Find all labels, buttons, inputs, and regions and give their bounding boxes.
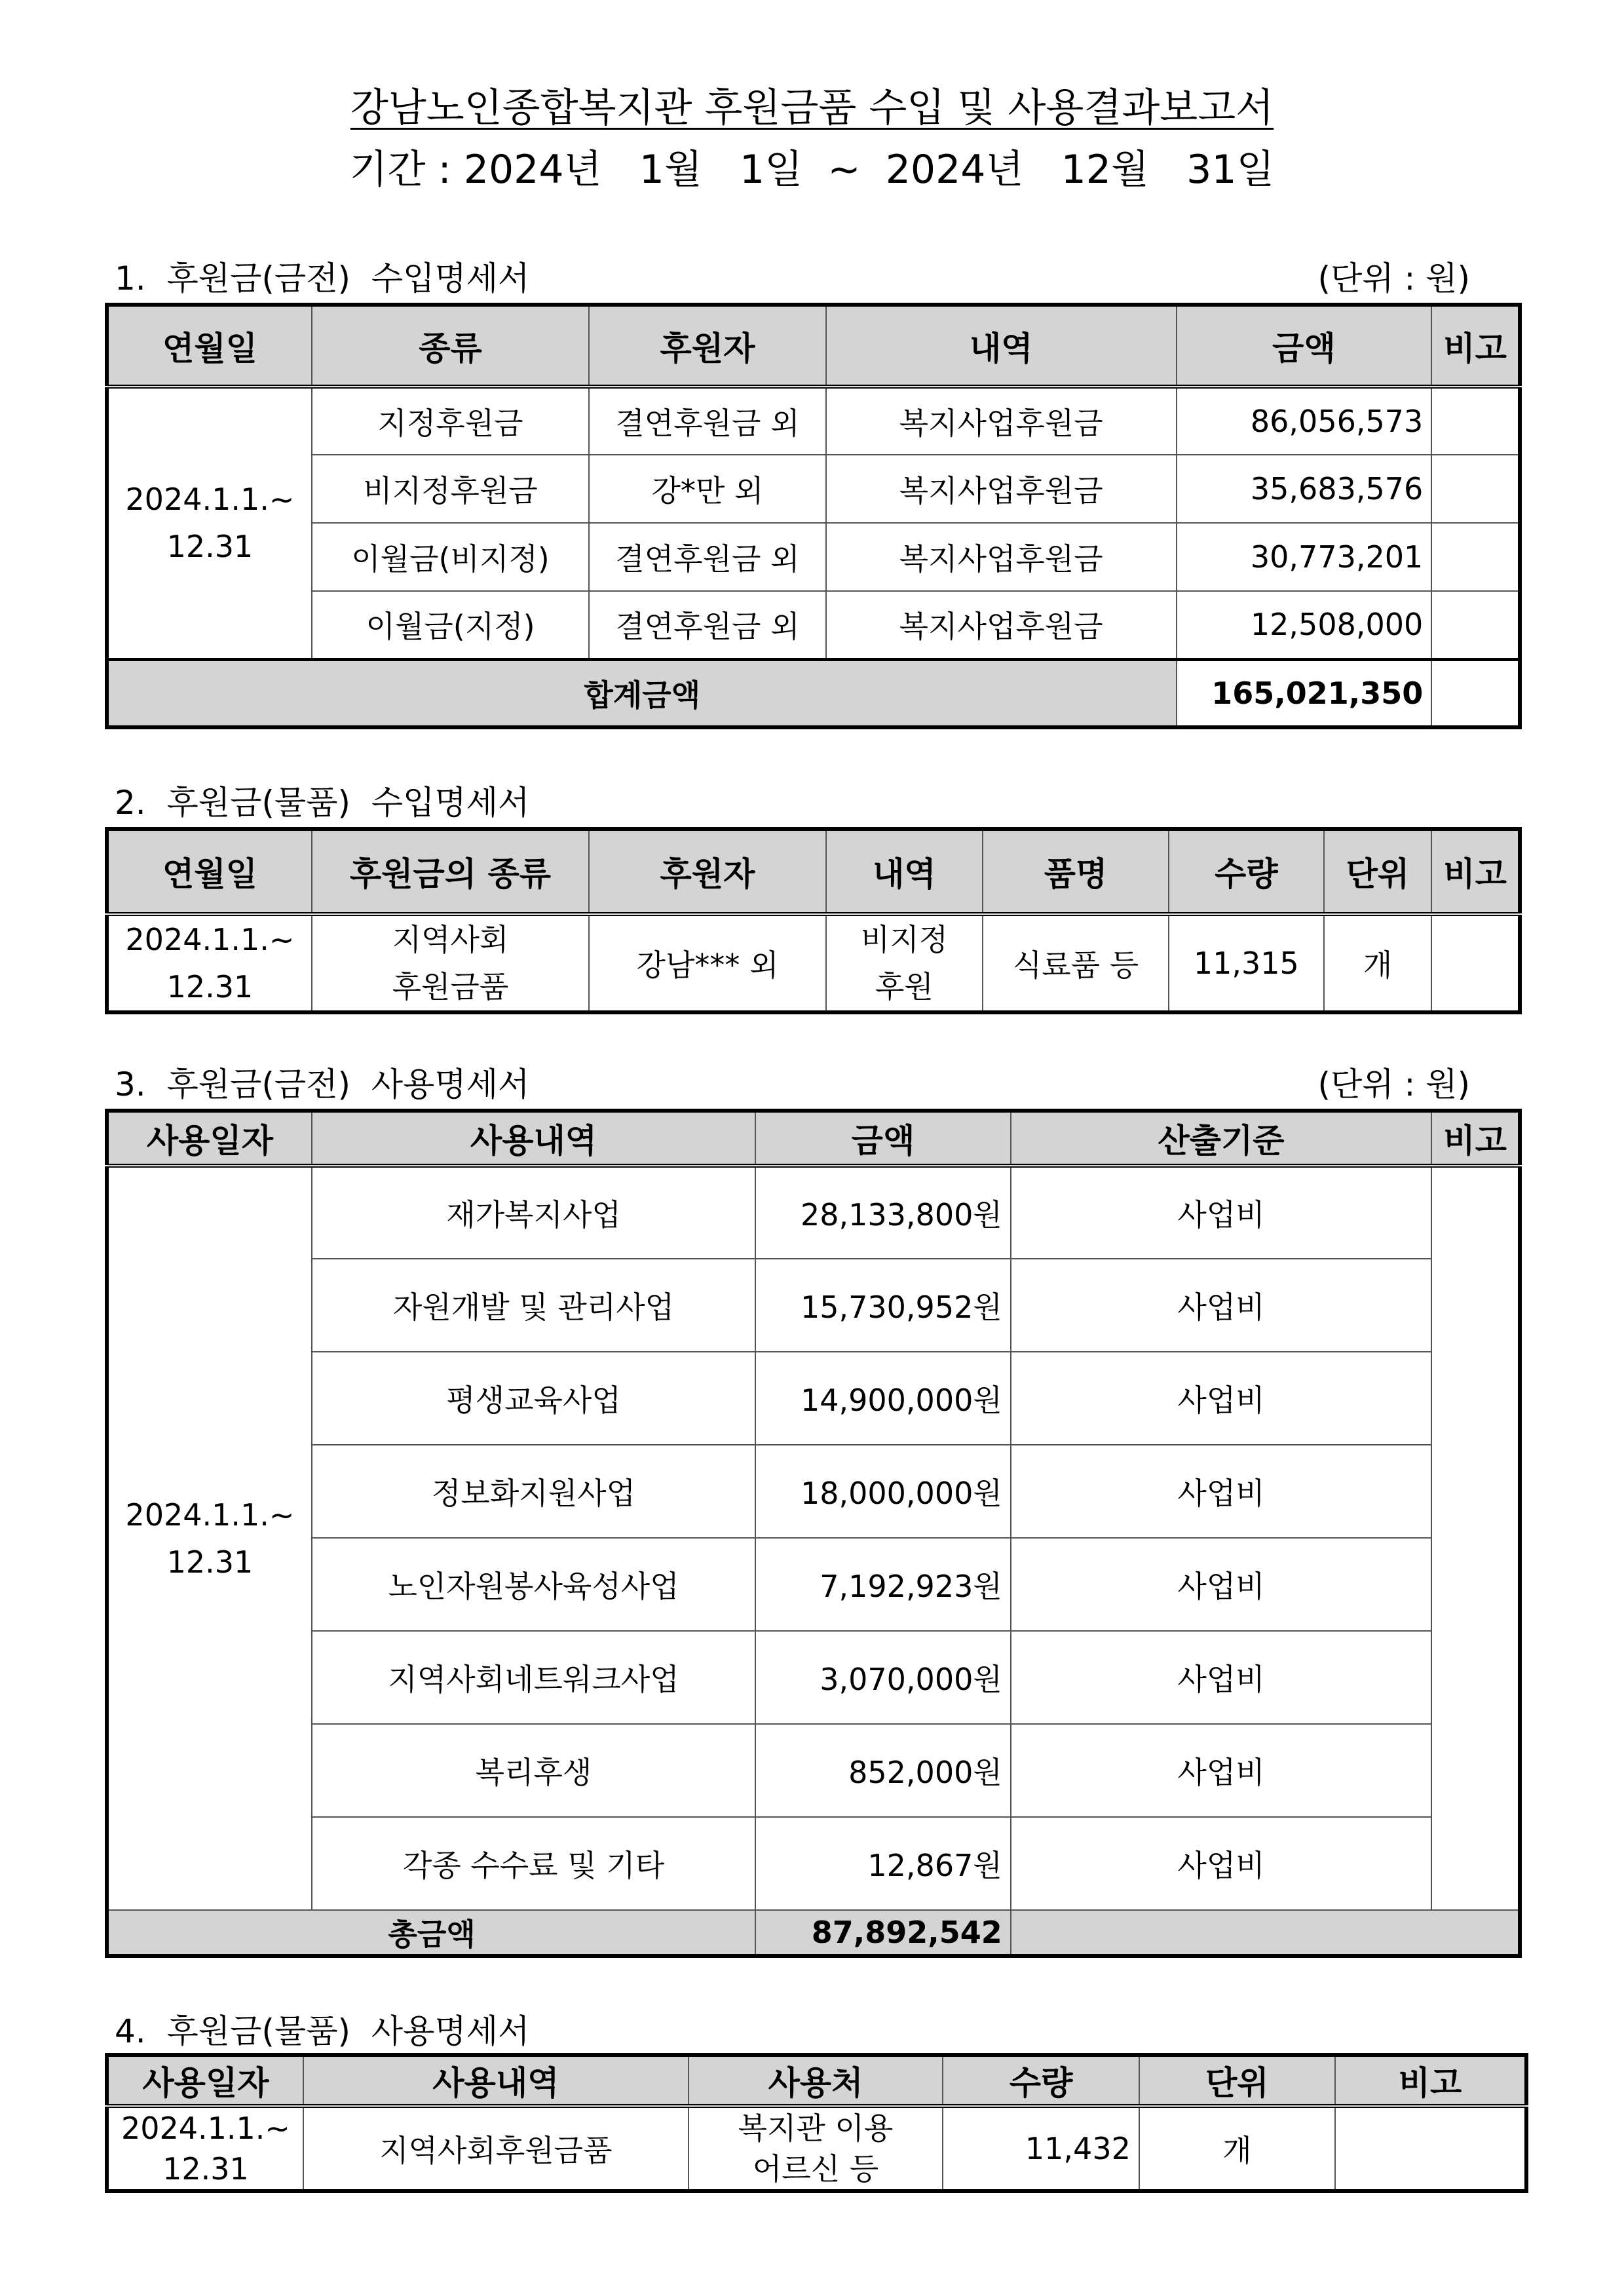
s3-amount: 15,730,952원 <box>755 1259 1011 1352</box>
s2-note <box>1431 914 1520 1012</box>
section1-title: 1. 후원금(금전) 수입명세서 <box>115 259 530 297</box>
s2-detail: 비지정 후원 <box>826 914 983 1012</box>
s3-amount: 3,070,000원 <box>755 1631 1011 1724</box>
s3-header-desc: 사용내역 <box>312 1111 755 1166</box>
s1-date: 2024.1.1.~ 12.31 <box>107 387 312 659</box>
total-row <box>107 659 1520 727</box>
s1-amount: 35,683,576 <box>1177 455 1432 523</box>
s3-header-note: 비고 <box>1431 1111 1520 1166</box>
s3-desc: 재가복지사업 <box>312 1166 755 1259</box>
s1-donor: 결연후원금 외 <box>589 387 826 455</box>
table-row <box>107 1724 1520 1817</box>
s3-basis: 사업비 <box>1011 1352 1431 1445</box>
s1-total-note <box>1431 659 1520 727</box>
s2-header-note: 비고 <box>1431 829 1520 914</box>
s3-date: 2024.1.1.~ 12.31 <box>107 1166 312 1910</box>
s1-amount: 30,773,201 <box>1177 523 1432 591</box>
s1-note <box>1431 455 1520 523</box>
section3-unit: (단위 : 원) <box>1317 1065 1470 1103</box>
table-row <box>107 1538 1520 1631</box>
s4-date: 2024.1.1.~ 12.31 <box>107 2106 303 2191</box>
s3-desc: 자원개발 및 관리사업 <box>312 1259 755 1352</box>
s1-type: 비지정후원금 <box>312 455 589 523</box>
s1-note <box>1431 523 1520 591</box>
table-row <box>107 914 1520 1012</box>
s3-basis: 사업비 <box>1011 1724 1431 1817</box>
s1-detail: 복지사업후원금 <box>826 387 1177 455</box>
s1-header-date: 연월일 <box>107 305 312 387</box>
s3-desc: 복리후생 <box>312 1724 755 1817</box>
s1-detail: 복지사업후원금 <box>826 591 1177 659</box>
total-row <box>107 1910 1520 1956</box>
s2-header-item: 품명 <box>983 829 1169 914</box>
section2-table <box>105 827 1522 1014</box>
section3-title: 3. 후원금(금전) 사용명세서 <box>115 1065 530 1103</box>
s4-place: 복지관 이용 어르신 등 <box>689 2106 943 2191</box>
s3-amount: 12,867원 <box>755 1817 1011 1910</box>
s4-note <box>1335 2106 1526 2191</box>
s1-header-amount: 금액 <box>1177 305 1432 387</box>
s3-total-blank <box>1011 1910 1520 1956</box>
s3-desc: 노인자원봉사육성사업 <box>312 1538 755 1631</box>
s2-type: 지역사회 후원금품 <box>312 914 589 1012</box>
s3-basis: 사업비 <box>1011 1259 1431 1352</box>
s3-basis: 사업비 <box>1011 1538 1431 1631</box>
s1-type: 지정후원금 <box>312 387 589 455</box>
s1-type: 이월금(지정) <box>312 591 589 659</box>
s1-total-label: 합계금액 <box>107 659 1177 727</box>
s4-unit: 개 <box>1139 2106 1335 2191</box>
report-title <box>0 79 1624 138</box>
s2-header-unit: 단위 <box>1324 829 1432 914</box>
s4-header-unit: 단위 <box>1139 2055 1335 2106</box>
report-title-text: 강남노인종합복지관 후원금품 수입 및 사용결과보고서 <box>350 85 1274 131</box>
s2-header-date: 연월일 <box>107 829 312 914</box>
s1-donor: 강*만 외 <box>589 455 826 523</box>
s1-header-type: 종류 <box>312 305 589 387</box>
section1-unit: (단위 : 원) <box>1317 259 1470 297</box>
table-row <box>107 1817 1520 1910</box>
s3-total-label: 총금액 <box>107 1910 755 1956</box>
table-row <box>107 387 1520 455</box>
table-row <box>107 523 1520 591</box>
section4-title: 4. 후원금(물품) 사용명세서 <box>115 2012 530 2050</box>
s1-amount: 12,508,000 <box>1177 591 1432 659</box>
s3-amount: 852,000원 <box>755 1724 1011 1817</box>
s1-note <box>1431 591 1520 659</box>
table-row <box>107 591 1520 659</box>
table-row <box>107 1166 1520 1259</box>
s4-header-desc: 사용내역 <box>303 2055 689 2106</box>
s3-desc: 각종 수수료 및 기타 <box>312 1817 755 1910</box>
s1-header-detail: 내역 <box>826 305 1177 387</box>
s3-amount: 28,133,800원 <box>755 1166 1011 1259</box>
s3-amount: 14,900,000원 <box>755 1352 1011 1445</box>
s3-header-basis: 산출기준 <box>1011 1111 1431 1166</box>
s2-unit: 개 <box>1324 914 1432 1012</box>
table-row <box>107 455 1520 523</box>
s2-qty: 11,315 <box>1169 914 1324 1012</box>
s3-total-amount: 87,892,542 <box>755 1910 1011 1956</box>
s3-note <box>1431 1166 1520 1910</box>
s2-header-donor: 후원자 <box>589 829 826 914</box>
table-row <box>107 1259 1520 1352</box>
s1-header-donor: 후원자 <box>589 305 826 387</box>
report-period: 기간 : 2024년 1월 1일 ~ 2024년 12월 31일 <box>349 147 1275 193</box>
section4-table <box>105 2053 1528 2193</box>
s1-type: 이월금(비지정) <box>312 523 589 591</box>
s1-detail: 복지사업후원금 <box>826 455 1177 523</box>
s2-header-qty: 수량 <box>1169 829 1324 914</box>
s4-desc: 지역사회후원금품 <box>303 2106 689 2191</box>
s1-note <box>1431 387 1520 455</box>
s2-header-type: 후원금의 종류 <box>312 829 589 914</box>
s2-date: 2024.1.1.~ 12.31 <box>107 914 312 1012</box>
s3-desc: 정보화지원사업 <box>312 1445 755 1538</box>
s1-header-note: 비고 <box>1431 305 1520 387</box>
s3-basis: 사업비 <box>1011 1166 1431 1259</box>
table-row <box>107 1445 1520 1538</box>
s4-header-place: 사용처 <box>689 2055 943 2106</box>
s2-item: 식료품 등 <box>983 914 1169 1012</box>
s3-basis: 사업비 <box>1011 1817 1431 1910</box>
s3-desc: 평생교육사업 <box>312 1352 755 1445</box>
s4-header-qty: 수량 <box>943 2055 1139 2106</box>
table-row <box>107 1352 1520 1445</box>
table-row <box>107 1631 1520 1724</box>
s3-amount: 18,000,000원 <box>755 1445 1011 1538</box>
s3-amount: 7,192,923원 <box>755 1538 1011 1631</box>
s3-header-date: 사용일자 <box>107 1111 312 1166</box>
s1-total-amount: 165,021,350 <box>1177 659 1432 727</box>
s4-header-date: 사용일자 <box>107 2055 303 2106</box>
s3-desc: 지역사회네트워크사업 <box>312 1631 755 1724</box>
s1-detail: 복지사업후원금 <box>826 523 1177 591</box>
table-row <box>107 2106 1526 2191</box>
s1-donor: 결연후원금 외 <box>589 523 826 591</box>
s3-basis: 사업비 <box>1011 1445 1431 1538</box>
s3-header-amount: 금액 <box>755 1111 1011 1166</box>
s2-header-detail: 내역 <box>826 829 983 914</box>
s1-amount: 86,056,573 <box>1177 387 1432 455</box>
section3-table <box>105 1109 1522 1958</box>
s1-donor: 결연후원금 외 <box>589 591 826 659</box>
s4-qty: 11,432 <box>943 2106 1139 2191</box>
section2-title: 2. 후원금(물품) 수입명세서 <box>115 784 530 822</box>
s3-basis: 사업비 <box>1011 1631 1431 1724</box>
s4-header-note: 비고 <box>1335 2055 1526 2106</box>
s2-donor: 강남*** 외 <box>589 914 826 1012</box>
section1-table <box>105 303 1522 729</box>
